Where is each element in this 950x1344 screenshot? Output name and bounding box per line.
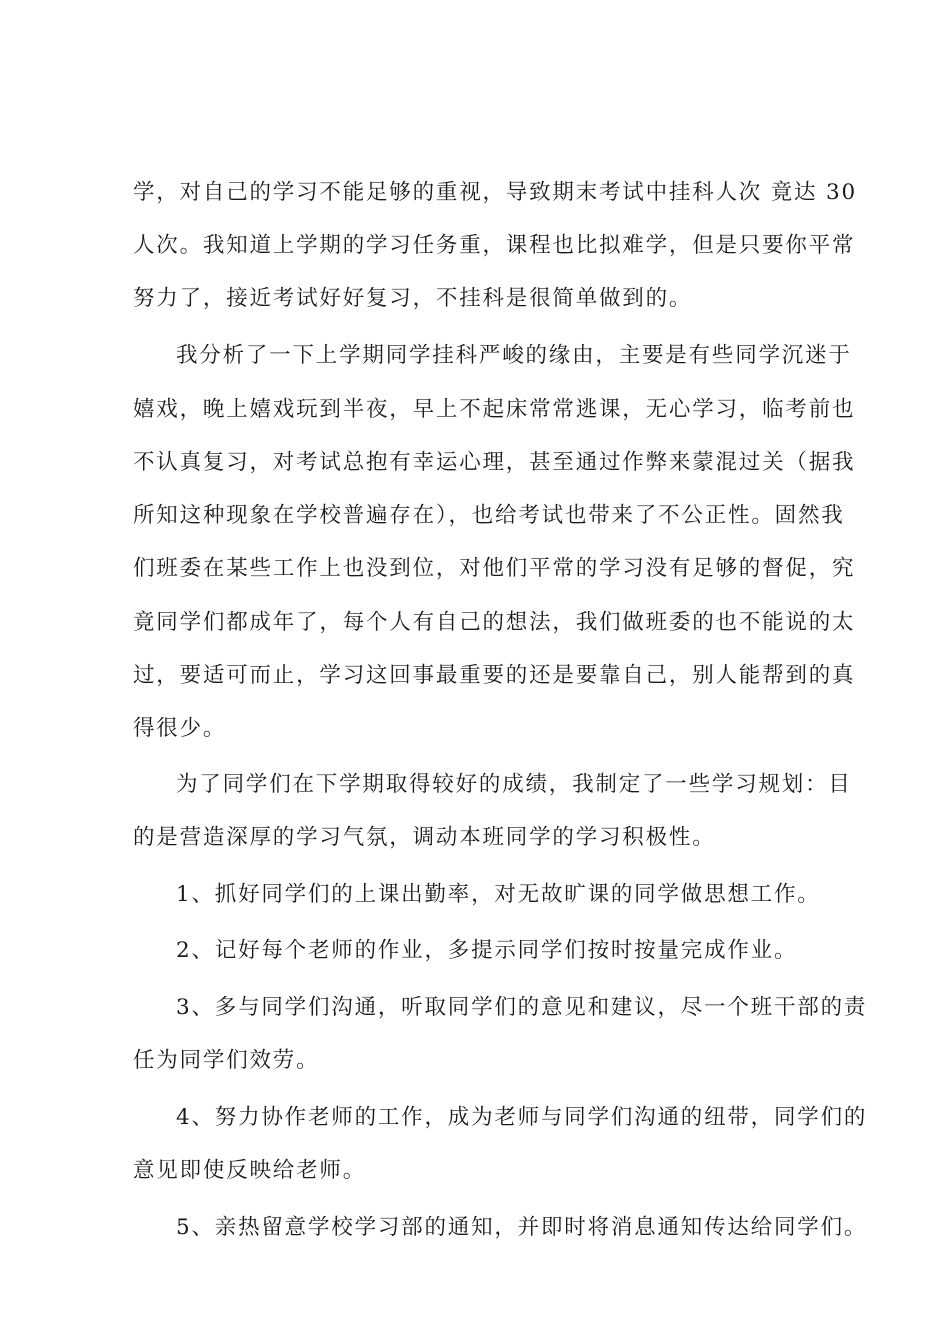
list-item-3: 3、多与同学们沟通，听取同学们的意见和建议，尽一个班干部的责 (176, 995, 868, 1020)
text-line: 的是营造深厚的学习气氛，调动本班同学的学习积极性。 (133, 825, 716, 850)
text-line: 意见即使反映给老师。 (133, 1158, 367, 1183)
text-line: 不认真复习，对考试总抱有幸运心理，甚至通过作弊来蒙混过关（据我 (133, 450, 856, 475)
text-line: 我分析了一下上学期同学挂科严峻的缘由，主要是有些同学沉迷于 (176, 343, 852, 368)
text-line: 们班委在某些工作上也没到位，对他们平常的学习没有足够的督促，究 (133, 556, 856, 581)
text-line: 努力了，接近考试好好复习，不挂科是很简单做到的。 (133, 286, 693, 311)
text-line: 嬉戏，晚上嬉戏玩到半夜，早上不起床常常逃课，无心学习，临考前也 (133, 397, 856, 422)
text-line: 为了同学们在下学期取得较好的成绩，我制定了一些学习规划：目 (176, 772, 852, 797)
list-item-5: 5、亲热留意学校学习部的通知，并即时将消息通知传达给同学们。 (176, 1215, 868, 1240)
text-line: 过，要适可而止，学习这回事最重要的还是要靠自己，别人能帮到的真 (133, 663, 856, 688)
text-line: 竟同学们都成年了，每个人有自己的想法，我们做班委的也不能说的太 (133, 610, 856, 635)
text-line: 所知这种现象在学校普遍存在），也给考试也带来了不公正性。固然我 (133, 503, 845, 528)
list-item-4: 4、努力协作老师的工作，成为老师与同学们沟通的纽带，同学们的 (176, 1105, 868, 1130)
list-item-1: 1、抓好同学们的上课出勤率，对无故旷课的同学做思想工作。 (176, 882, 821, 907)
text-line: 人次。我知道上学期的学习任务重，课程也比拟难学，但是只要你平常 (133, 233, 856, 258)
text-line: 学，对自己的学习不能足够的重视，导致期末考试中挂科人次 竟达 30 (133, 180, 857, 205)
text-line: 得很少。 (133, 716, 227, 741)
text-line: 任为同学们效劳。 (133, 1048, 320, 1073)
list-item-2: 2、记好每个老师的作业，多提示同学们按时按量完成作业。 (176, 938, 798, 963)
